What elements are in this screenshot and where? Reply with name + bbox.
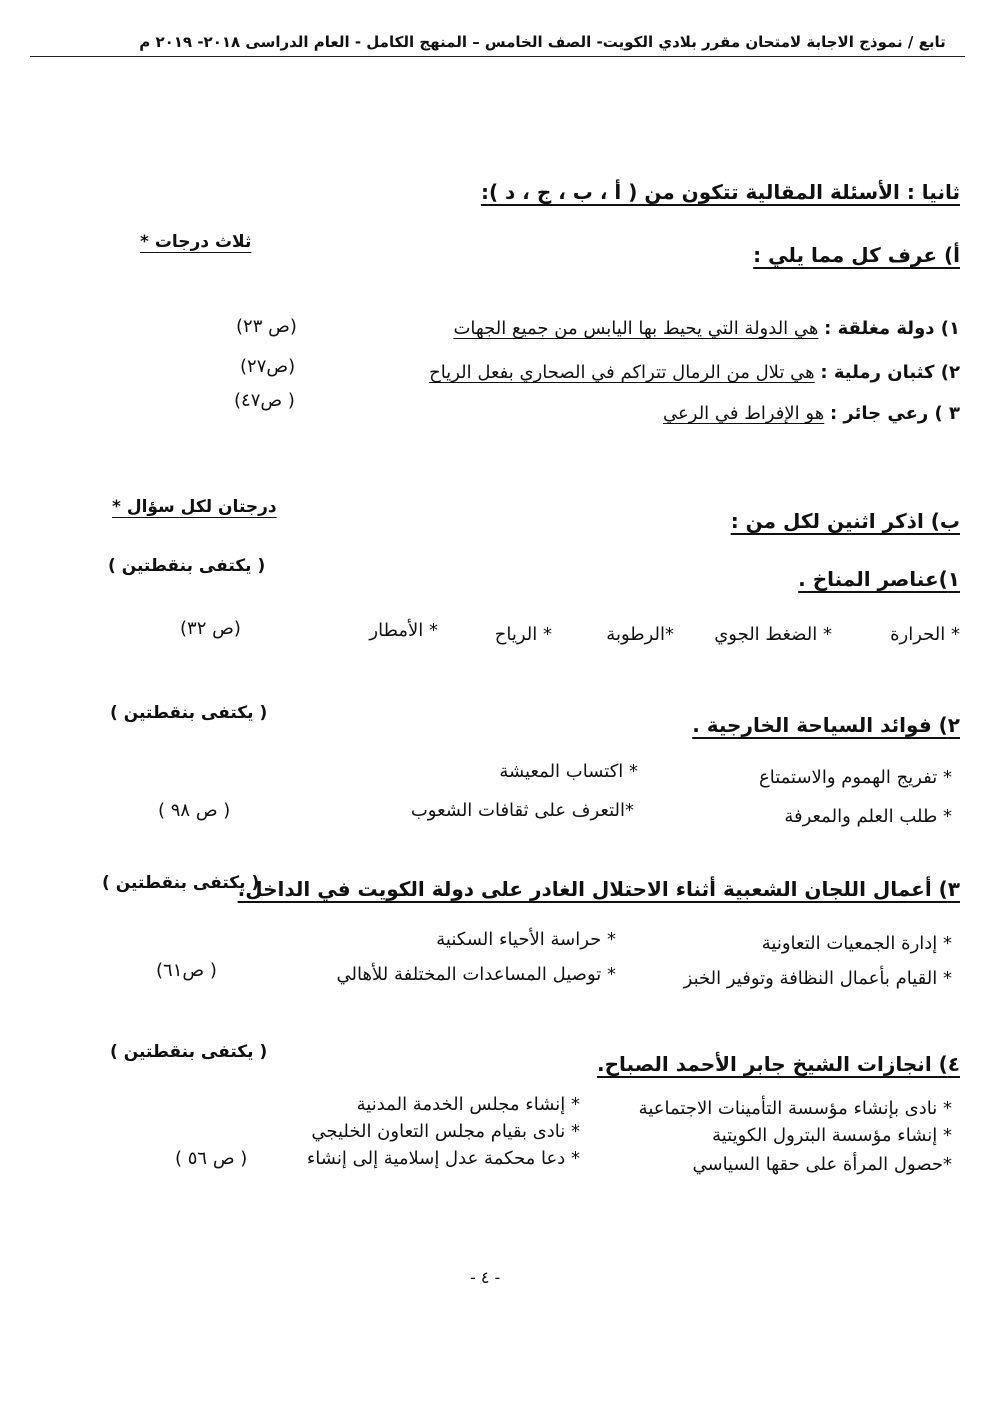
question-1-answer-1: * الحرارة bbox=[890, 624, 960, 645]
question-4-answer-3: * إنشاء مؤسسة البترول الكويتية bbox=[712, 1125, 952, 1146]
definition-1-label: ١) دولة مغلقة : bbox=[824, 318, 960, 339]
question-4-answer-6: * دعا محكمة عدل إسلامية إلى إنشاء bbox=[306, 1148, 580, 1169]
part-b-points-text: * درجتان لكل سؤال bbox=[112, 497, 277, 517]
question-2-title-text: ٢) فوائد السياحة الخارجية . bbox=[692, 713, 960, 737]
question-1-title bbox=[798, 567, 960, 591]
question-2-answer-3: * طلب العلم والمعرفة bbox=[784, 806, 952, 827]
question-4-title bbox=[597, 1052, 960, 1076]
question-4-answer-2: * إنشاء مجلس الخدمة المدنية bbox=[356, 1094, 580, 1115]
question-1-answer-3: *الرطوبة bbox=[606, 624, 674, 645]
question-4-answer-1: * نادى بإنشاء مؤسسة التأمينات الاجتماعية bbox=[638, 1098, 952, 1119]
question-1-answer-4: * الرياح bbox=[494, 624, 552, 645]
definition-2 bbox=[429, 362, 960, 383]
definition-3-label: ٣ ) رعي جائر : bbox=[829, 403, 960, 424]
question-4-answer-5: *حصول المرأة على حقها السياسي bbox=[692, 1154, 952, 1175]
question-1-answer-2: * الضغط الجوي bbox=[714, 624, 832, 645]
question-3-sufficient: ( يكتفى بنقطتين ) bbox=[102, 873, 260, 893]
question-1-ref: (ص ٣٢) bbox=[180, 618, 241, 639]
definition-1-ref: (ص ٢٣) bbox=[236, 316, 297, 337]
question-2-answer-1: * تفريج الهموم والاستمتاع bbox=[758, 767, 952, 788]
question-2-title bbox=[692, 713, 960, 737]
definition-1 bbox=[453, 318, 960, 339]
question-2-answer-2: * اكتساب المعيشة bbox=[499, 761, 638, 782]
definition-2-label: ٢) كثبان رملية : bbox=[820, 362, 960, 383]
question-3-title bbox=[238, 877, 960, 901]
question-4-answer-4: * نادى بقيام مجلس التعاون الخليجي bbox=[311, 1121, 580, 1142]
definition-3-answer: هو الإفراط في الرعي bbox=[663, 403, 825, 424]
question-2-answer-4: *التعرف على ثقافات الشعوب bbox=[410, 800, 634, 821]
part-b-points-note bbox=[112, 497, 277, 517]
question-2-sufficient: ( يكتفى بنقطتين ) bbox=[110, 703, 268, 723]
question-4-ref: ( ص ٥٦ ) bbox=[175, 1148, 248, 1169]
definition-2-answer: هي تلال من الرمال تتراكم في الصحاري بفعل الرياح bbox=[429, 362, 815, 383]
part-a-heading-text: أ) عرف كل مما يلي : bbox=[753, 243, 960, 267]
question-3-answer-2: * حراسة الأحياء السكنية bbox=[436, 929, 616, 950]
question-1-title-text: ١)عناصر المناخ . bbox=[798, 567, 960, 591]
question-1-answer-5: * الأمطار bbox=[369, 620, 438, 641]
question-4-title-text: ٤) انجازات الشيخ جابر الأحمد الصباح. bbox=[597, 1052, 960, 1076]
part-b-heading-text: ب) اذكر اثنين لكل من : bbox=[730, 509, 960, 533]
question-1-sufficient: ( يكتفى بنقطتين ) bbox=[108, 556, 266, 576]
question-4-sufficient: ( يكتفى بنقطتين ) bbox=[110, 1042, 268, 1062]
page-header: تابع / نموذج الاجابة لامتحان مقرر بلادي الكويت- الصف الخامس – المنهج الكامل - العام الدراسى ٢٠١٨- ٢٠١٩ م bbox=[139, 33, 946, 51]
part-a-heading bbox=[753, 243, 960, 267]
part-a-points-text: * ثلاث درجات bbox=[140, 232, 252, 252]
question-3-answer-4: * توصيل المساعدات المختلفة للأهالي bbox=[336, 964, 616, 985]
definition-3 bbox=[663, 403, 960, 424]
part-a-points-note bbox=[140, 232, 251, 252]
question-3-title-text: ٣) أعمال اللجان الشعبية أثناء الاحتلال الغادر على دولة الكويت في الداخل. bbox=[237, 877, 960, 901]
question-2-ref: ( ص ٩٨ ) bbox=[158, 800, 231, 821]
part-b-heading bbox=[731, 509, 960, 533]
definition-1-answer: هي الدولة التي يحيط بها اليابس من جميع الجهات bbox=[453, 318, 819, 339]
question-3-answer-1: * إدارة الجمعيات التعاونية bbox=[761, 933, 952, 954]
question-3-ref: ( ص٦١) bbox=[156, 960, 217, 981]
definition-2-ref: (ص٢٧) bbox=[240, 356, 296, 377]
question-3-answer-3: * القيام بأعمال النظافة وتوفير الخبز bbox=[683, 968, 952, 989]
header-divider bbox=[30, 56, 965, 57]
section-title: ثانيا : الأسئلة المقالية تتكون من ( أ ، ب ، ج ، د ): bbox=[480, 180, 960, 204]
page-number: - ٤ - bbox=[470, 1268, 501, 1287]
definition-3-ref: ( ص٤٧) bbox=[234, 390, 295, 411]
